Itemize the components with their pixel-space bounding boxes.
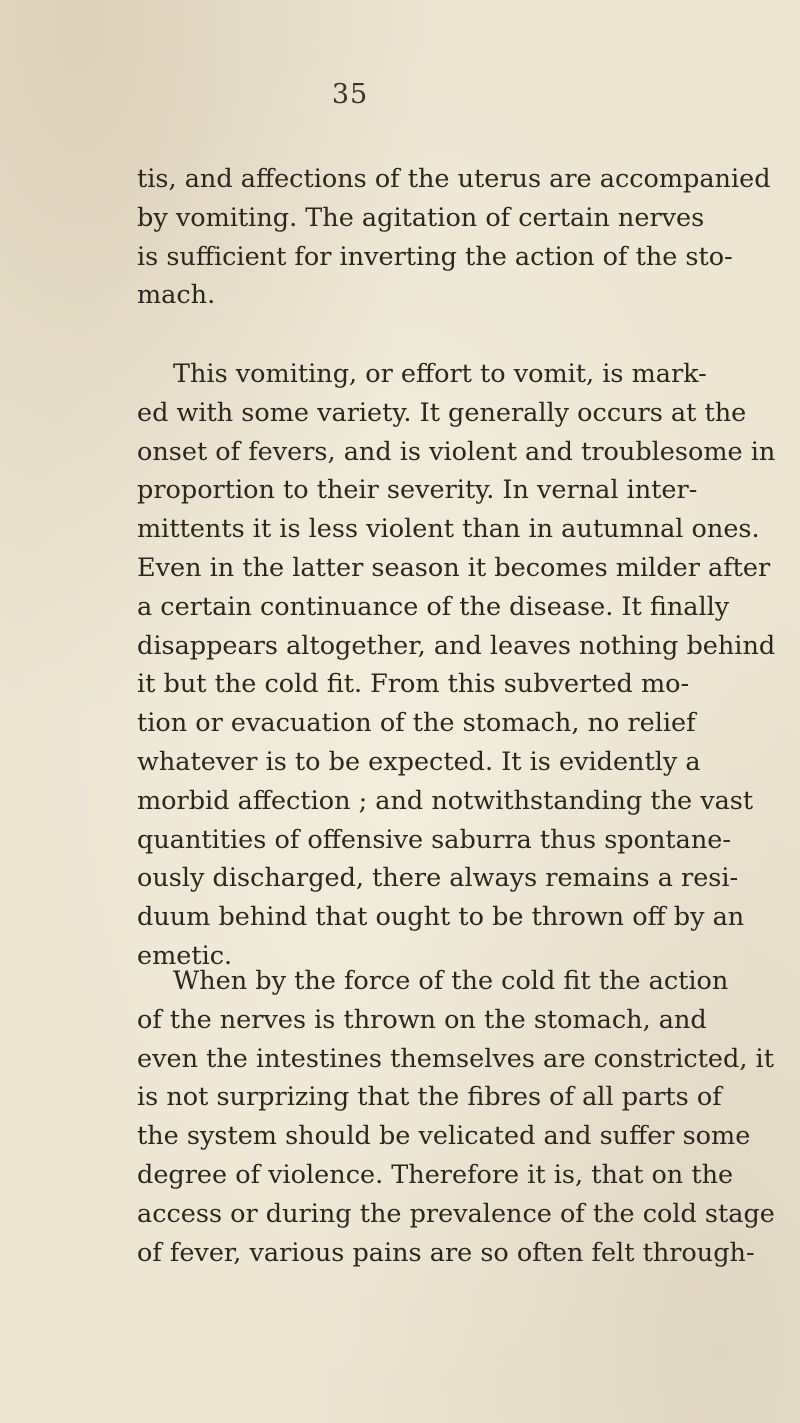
- text-line: is sufficient for inverting the action of the sto-: [137, 241, 733, 272]
- text-line: whatever is to be expected. It is evidently a: [137, 746, 701, 777]
- text-line: mach.: [137, 280, 216, 311]
- text-line: access or during the prevalence of the cold stage: [137, 1198, 775, 1229]
- text-line: tion or evacuation of the stomach, no relief: [137, 708, 696, 739]
- paragraph-3: [137, 962, 775, 1272]
- text-line: of fever, various pains are so often felt through-: [137, 1237, 755, 1268]
- paragraph-2: [137, 355, 776, 976]
- text-line: the system should be velicated and suffer some: [137, 1121, 751, 1152]
- text-line: quantities of offensive saburra thus spontane-: [137, 824, 731, 855]
- text-line: degree of violence. Therefore it is, that on the: [137, 1159, 734, 1190]
- text-line: morbid affection ; and notwithstanding the vast: [137, 785, 754, 816]
- text-line: is not surprizing that the fibres of all parts of: [137, 1082, 722, 1113]
- paragraph-1: [137, 160, 771, 315]
- text-line: tis, and affections of the uterus are accompanied: [137, 164, 771, 194]
- text-line: ously discharged, there always remains a resi-: [137, 863, 739, 894]
- text-line: by vomiting. The agitation of certain nerves: [137, 202, 705, 233]
- text-line: ed with some variety. It generally occurs at the: [137, 397, 747, 428]
- text-line: When by the force of the cold fit the action: [173, 966, 729, 996]
- page-number: 35: [331, 79, 369, 110]
- text-line: disappears altogether, and leaves nothing behind: [137, 630, 776, 661]
- text-line: onset of fevers, and is violent and troublesome in: [137, 436, 776, 467]
- text-line: Even in the latter season it becomes milder after: [137, 552, 771, 583]
- text-line: a certain continuance of the disease. It finally: [137, 591, 730, 622]
- text-line: proportion to their severity. In vernal inter-: [137, 475, 698, 506]
- text-line: it but the cold fit. From this subverted mo-: [137, 669, 690, 700]
- text-line: mittents it is less violent than in autumnal ones.: [137, 514, 760, 545]
- text-line: duum behind that ought to be thrown off by an: [137, 902, 745, 933]
- text-line: This vomiting, or effort to vomit, is mark-: [173, 359, 707, 389]
- text-line: emetic.: [137, 940, 233, 971]
- text-line: of the nerves is thrown on the stomach, and: [137, 1004, 707, 1035]
- text-line: even the intestines themselves are constricted, it: [137, 1043, 774, 1074]
